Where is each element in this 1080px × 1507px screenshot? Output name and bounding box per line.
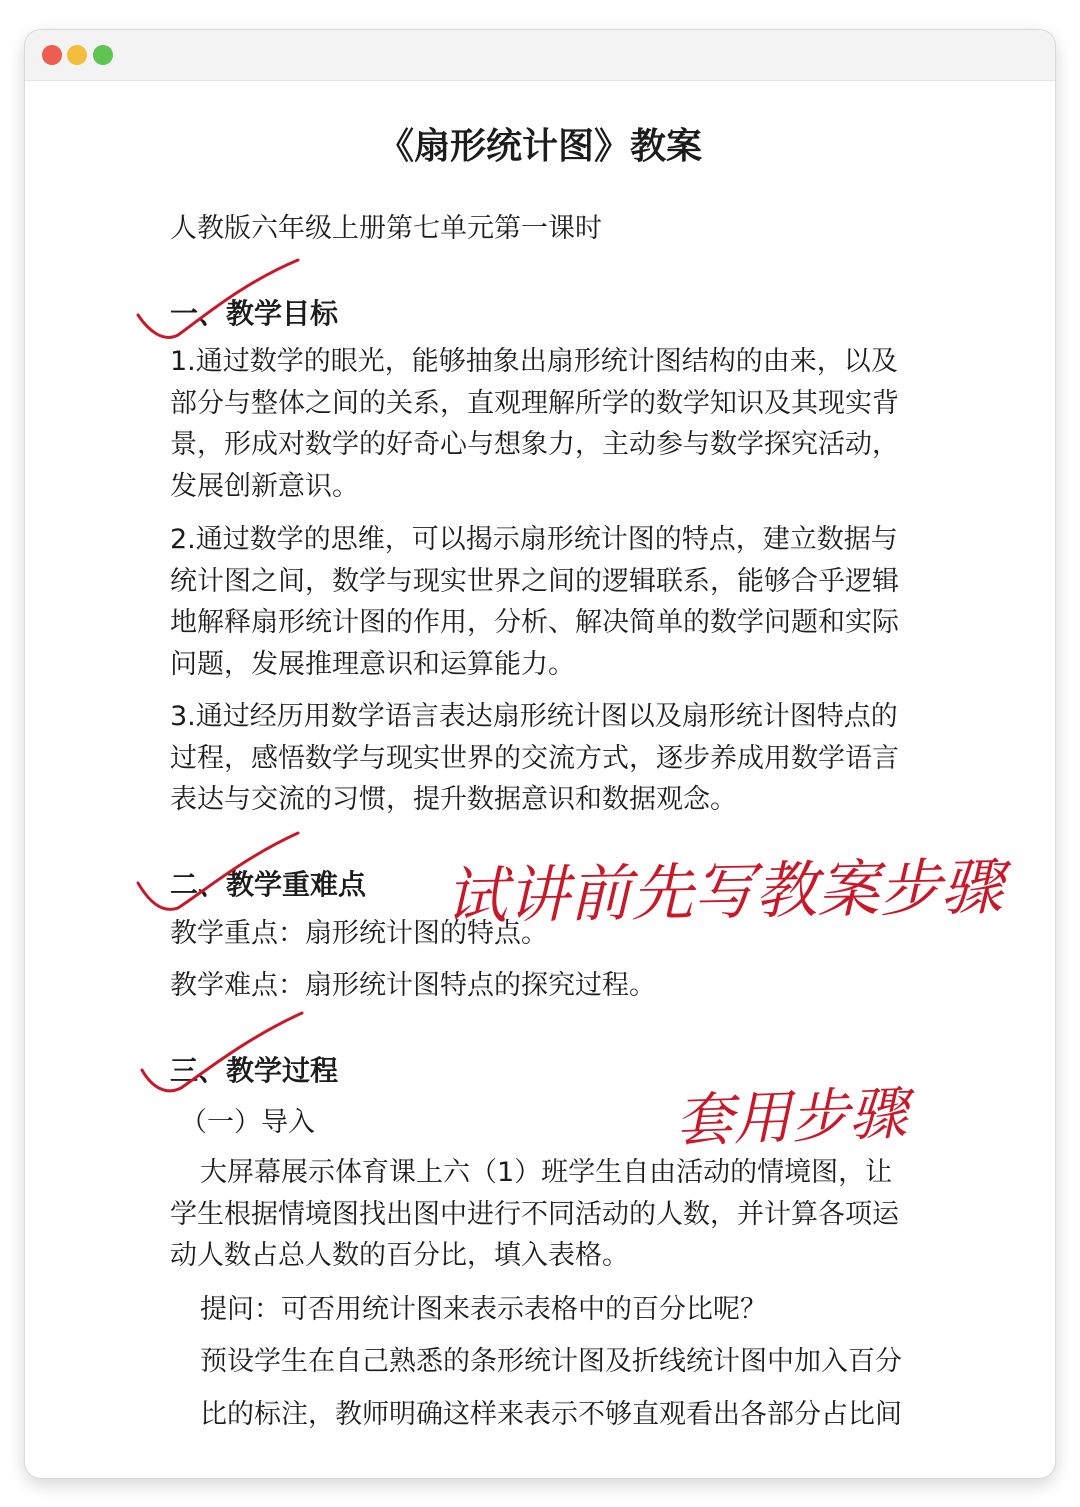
section1-paragraph-2 [170,519,990,685]
section3-paragraph-1 [170,1152,990,1277]
checkmark-annotation-2 [133,828,303,928]
handwritten-note-2: 套用步骤 [674,1078,909,1156]
section3-subheading: （一）导入 [180,1107,315,1138]
section2-difficulty: 教学难点：扇形统计图特点的探究过程。 [170,970,656,1001]
section2-focus: 教学重点：扇形统计图的特点。 [170,918,548,949]
document-window [25,30,1055,1478]
text-line: 学生根据情境图找出图中进行不同活动的人数，并计算各项运 [170,1198,899,1230]
handwritten-note-1: 试讲前先写教案步骤 [444,850,1004,933]
document-subtitle: 人教版六年级上册第七单元第一课时 [170,213,602,244]
text-line: 部分与整体之间的关系，直观理解所学的数学知识及其现实背 [170,387,899,419]
text-line: 3.通过经历用数学语言表达扇形统计图以及扇形统计图特点的 [170,701,898,732]
section3-paragraph-2-line-1: 预设学生在自己熟悉的条形统计图及折线统计图中加入百分 [200,1346,902,1377]
text-line: 表达与交流的习惯，提升数据意识和数据观念。 [170,784,737,815]
section2-heading: 二、教学重难点 [170,868,367,901]
text-line: 1.通过数学的眼光，能够抽象出扇形统计图结构的由来，以及 [170,346,898,377]
section3-question: 提问：可否用统计图来表示表格中的百分比呢？ [200,1294,767,1325]
text-line: 过程，感悟数学与现实世界的交流方式，逐步养成用数学语言 [170,742,899,774]
text-line: 地解释扇形统计图的作用，分析、解决简单的数学问题和实际 [170,607,899,638]
text-line: 景，形成对数学的好奇心与想象力，主动参与数学探究活动， [170,429,899,460]
section3-heading: 三、教学过程 [170,1054,339,1087]
text-line: 大屏幕展示体育课上六（1）班学生自由活动的情境图，让 [200,1157,893,1188]
text-line: 动人数占总人数的百分比，填入表格。 [170,1240,629,1271]
section1-paragraph-3 [170,696,990,821]
text-line: 2.通过数学的思维，可以揭示扇形统计图的特点，建立数据与 [170,524,898,555]
section3-paragraph-2-line-2: 比的标注，教师明确这样来表示不够直观看出各部分占比间 [200,1399,902,1430]
document-body [25,30,1055,1478]
text-line: 统计图之间，数学与现实世界之间的逻辑联系，能够合乎逻辑 [170,565,899,597]
section1-heading: 一、教学目标 [170,297,339,330]
document-title: 《扇形统计图》教案 [377,126,702,167]
text-line: 发展创新意识。 [170,470,359,502]
text-line: 问题，发展推理意识和运算能力。 [170,648,575,680]
checkmark-annotation-3 [137,1008,307,1108]
checkmark-annotation-1 [133,255,303,355]
section1-paragraph-1 [170,341,990,507]
